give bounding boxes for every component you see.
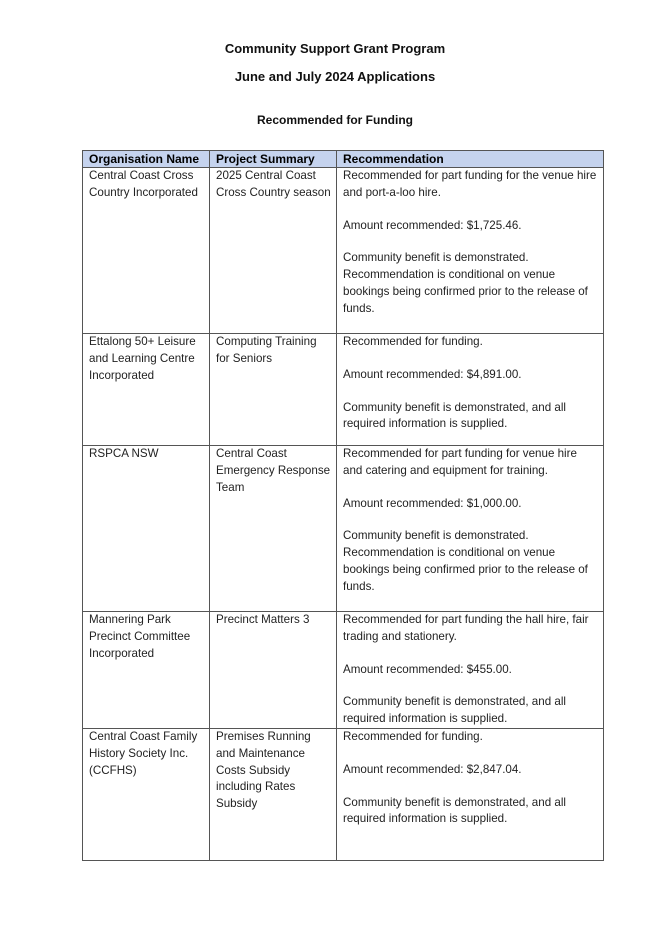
table-row	[83, 728, 604, 860]
project-cell: Computing Training for Seniors	[210, 334, 337, 446]
note-text: Community benefit is demonstrated, and all required information is supplied.	[343, 400, 566, 431]
document-subtitle: June and July 2024 Applications	[234, 69, 436, 84]
recommendation-text: Recommended for part funding the hall hire, fair trading and stationery.	[343, 613, 589, 643]
note-text: Community benefit is demonstrated. Recommendation is conditional on venue bookings being confirmed prior to the release of funds.	[343, 529, 588, 593]
recommendation-cell	[337, 334, 604, 446]
header-project-summary: Project Summary	[210, 151, 337, 168]
note-text: Community benefit is demonstrated. Recommendation is conditional on venue bookings being confirmed prior to the release of funds.	[343, 251, 588, 315]
organisation-cell: Central Coast Family History Society Inc. (CCFHS)	[83, 728, 210, 860]
header-recommendation: Recommendation	[337, 151, 604, 168]
recommendation-cell	[337, 446, 604, 612]
recommendation-cell	[337, 168, 604, 334]
table-header-row	[83, 151, 604, 168]
organisation-cell: Central Coast Cross Country Incorporated	[83, 168, 210, 334]
project-cell: Central Coast Emergency Response Team	[210, 446, 337, 612]
table-row	[83, 334, 604, 446]
grants-table	[82, 150, 604, 861]
recommendation-text: Recommended for part funding for the venue hire and port-a-loo hire.	[343, 169, 597, 199]
section-heading: Recommended for Funding	[257, 113, 413, 127]
recommendation-text: Recommended for funding.	[343, 335, 483, 348]
project-cell: Premises Running and Maintenance Costs Subsidy including Rates Subsidy	[210, 728, 337, 860]
note-text: Community benefit is demonstrated, and all required information is supplied.	[343, 695, 566, 726]
note-text: Community benefit is demonstrated, and all required information is supplied.	[343, 795, 566, 826]
header-organisation-name: Organisation Name	[83, 151, 210, 168]
recommendation-text: Recommended for funding.	[343, 729, 483, 743]
organisation-cell: Ettalong 50+ Leisure and Learning Centre Incorporated	[83, 334, 210, 446]
recommendation-cell	[337, 728, 604, 860]
table-row	[83, 446, 604, 612]
amount-text: Amount recommended: $1,725.46.	[343, 218, 522, 232]
organisation-cell: Mannering Park Precinct Committee Incorporated	[83, 612, 210, 729]
table-row	[83, 612, 604, 729]
organisation-cell: RSPCA NSW	[83, 446, 210, 612]
amount-text: Amount recommended: $1,000.00.	[343, 496, 522, 510]
project-cell: Precinct Matters 3	[210, 612, 337, 729]
document-title: Community Support Grant Program	[224, 41, 446, 56]
recommendation-cell	[337, 612, 604, 729]
recommendation-text: Recommended for part funding for venue hire and catering and equipment for training.	[343, 447, 577, 477]
amount-text: Amount recommended: $2,847.04.	[343, 762, 522, 776]
amount-text: Amount recommended: $4,891.00.	[343, 367, 522, 381]
amount-text: Amount recommended: $455.00.	[343, 662, 512, 676]
table-row	[83, 168, 604, 334]
project-cell: 2025 Central Coast Cross Country season	[210, 168, 337, 334]
